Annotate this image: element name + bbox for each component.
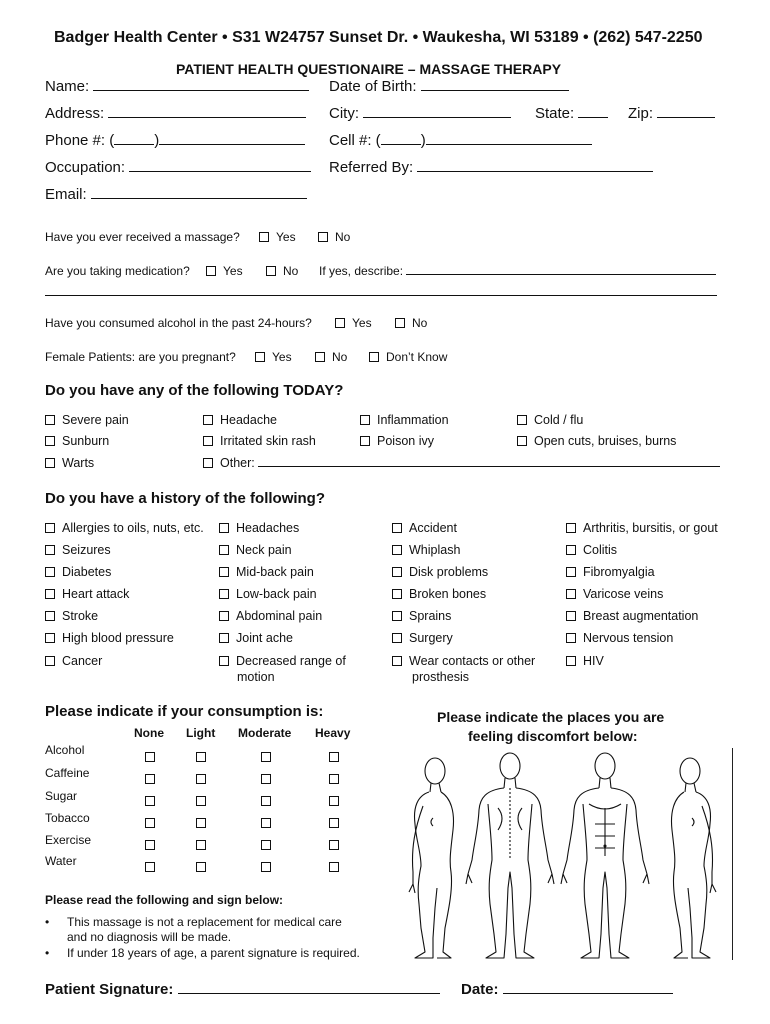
bullet-dot: • [45,946,50,960]
date-label: Date: [461,981,499,998]
consumption-checkbox[interactable] [145,840,155,850]
history-item[interactable] [45,631,174,645]
checkbox[interactable] [45,656,55,666]
describe-line [406,264,716,275]
option-label: Don’t Know [386,350,448,364]
checkbox[interactable] [219,656,229,666]
consumption-checkbox[interactable] [145,818,155,828]
history-item-label: Neck pain [236,543,292,557]
checkbox[interactable] [318,232,328,242]
checkbox[interactable] [335,318,345,328]
checkbox[interactable] [392,633,402,643]
today-item-label: Headache [220,413,277,427]
dob-line [421,77,569,91]
city-line [363,104,511,118]
row-alcohol: Alcohol [45,743,85,757]
history-item-label: Broken bones [409,587,487,601]
option-label: No [283,264,299,278]
checkbox[interactable] [566,656,576,666]
clinic-header: Badger Health Center • S31 W24757 Sunset Dr. • Waukesha, WI 53189 • (262) 547-2250 [54,29,703,46]
consumption-checkbox[interactable] [261,774,271,784]
history-item-label: Headaches [236,521,300,535]
consumption-checkbox[interactable] [261,752,271,762]
consumption-checkbox[interactable] [196,796,206,806]
medication-question [45,264,190,278]
col-heavy: Heavy [315,726,351,740]
alcohol-yes-option[interactable] [335,316,372,330]
option-label: Yes [276,230,296,244]
today-item[interactable] [360,434,434,448]
state-line [578,104,608,118]
bullet-1 [45,915,342,929]
today-item[interactable] [203,413,277,427]
history-item-label: Low-back pain [236,587,317,601]
option-label: Yes [223,264,243,278]
history-item[interactable] [566,543,617,557]
pregnant-question-text: Female Patients: are you pregnant? [45,350,236,364]
today-item[interactable] [517,434,676,448]
pregnant-yes-option[interactable] [255,350,292,364]
name-label: Name: [45,78,90,95]
zip-field[interactable] [628,104,715,122]
email-field[interactable] [45,185,307,203]
today-item-label: Inflammation [377,413,449,427]
history-item-label: Nervous tension [583,631,674,645]
checkbox[interactable] [392,656,402,666]
cell-line [426,131,592,145]
checkbox[interactable] [266,266,276,276]
checkbox[interactable] [45,545,55,555]
bullet-dot: • [45,915,50,929]
row-water: Water [45,854,77,868]
history-item[interactable] [219,565,314,579]
today-item[interactable] [203,434,316,448]
history-item-label: Sprains [409,609,452,623]
consumption-heading: Please indicate if your consumption is: [45,703,324,720]
checkbox[interactable] [566,545,576,555]
checkbox[interactable] [45,523,55,533]
history-item[interactable] [219,631,293,645]
history-item[interactable] [392,654,535,668]
history-item-label: Accident [409,521,457,535]
checkbox[interactable] [45,458,55,468]
front-view-figure [561,753,649,958]
discomfort-heading-1: Please indicate the places you are [437,709,665,725]
history-item-label: Varicose veins [583,587,664,601]
checkbox[interactable] [360,436,370,446]
today-item-label: Poison ivy [377,434,434,448]
consumption-checkbox[interactable] [145,774,155,784]
today-item-label: Open cuts, bruises, burns [534,434,677,448]
checkbox[interactable] [219,589,229,599]
back-view-figure [466,753,554,958]
bullet-1-text: This massage is not a replacement for medical care [67,915,342,929]
checkbox[interactable] [45,589,55,599]
checkbox[interactable] [392,589,402,599]
massage-question-text: Have you ever received a massage? [45,230,240,244]
checkbox[interactable] [45,415,55,425]
history-item-label: Whiplash [409,543,461,557]
today-heading: Do you have any of the following TODAY? [45,382,344,399]
occupation-field[interactable] [45,158,311,176]
consumption-checkbox[interactable] [329,818,339,828]
history-item[interactable] [392,587,486,601]
consumption-checkbox[interactable] [329,774,339,784]
describe-continuation-line[interactable] [45,295,717,296]
history-item[interactable] [219,587,317,601]
history-item-label: Disk problems [409,565,489,579]
checkbox[interactable] [566,523,576,533]
massage-no-option[interactable] [318,230,350,244]
side-view-figure-right [672,758,717,958]
checkbox[interactable] [566,567,576,577]
history-item-label: High blood pressure [62,631,174,645]
date-line [503,979,673,994]
consumption-checkbox[interactable] [261,862,271,872]
history-item[interactable] [219,521,299,535]
dob-label: Date of Birth: [329,78,417,95]
today-item-label: Warts [62,456,95,470]
history-item-label: Breast augmentation [583,609,699,623]
history-item-label: HIV [583,654,604,668]
history-item[interactable] [45,587,129,601]
name-field[interactable] [45,77,309,95]
consumption-checkbox[interactable] [196,862,206,872]
consumption-checkbox[interactable] [196,752,206,762]
history-item[interactable] [45,543,111,557]
checkbox[interactable] [255,352,265,362]
describe-label: If yes, describe: [319,264,404,278]
phone-area-line [114,131,154,145]
history-item[interactable] [566,609,698,623]
consumption-checkbox[interactable] [261,796,271,806]
alcohol-no-option[interactable] [395,316,427,330]
signature-field[interactable] [45,979,440,998]
history-item[interactable] [45,521,204,535]
checkbox[interactable] [219,567,229,577]
today-item[interactable] [45,434,109,448]
row-exercise: Exercise [45,833,92,847]
form-title: PATIENT HEALTH QUESTIONAIRE – MASSAGE THERAPY [176,61,562,77]
alcohol-question [45,316,312,330]
pregnant-question [45,350,236,364]
state-field[interactable] [535,104,608,122]
history-item-label: Diabetes [62,565,112,579]
checkbox[interactable] [219,545,229,555]
option-label: No [335,230,351,244]
consumption-checkbox[interactable] [196,774,206,784]
history-item[interactable] [219,543,292,557]
consumption-checkbox[interactable] [261,818,271,828]
col-none: None [134,726,164,740]
checkbox[interactable] [517,415,527,425]
checkbox[interactable] [219,523,229,533]
consumption-checkbox[interactable] [329,840,339,850]
today-item-label: Irritated skin rash [220,434,316,448]
consumption-checkbox[interactable] [261,840,271,850]
checkbox[interactable] [517,436,527,446]
alcohol-question-text: Have you consumed alcohol in the past 24-hours? [45,316,312,330]
cell-label: Cell #: ( [329,132,381,149]
today-item[interactable] [45,456,94,470]
checkbox[interactable] [566,611,576,621]
history-item-label: Mid-back pain [236,565,314,579]
row-sugar: Sugar [45,789,78,803]
today-other-item[interactable] [203,456,720,470]
date-field[interactable] [461,979,673,998]
address-label: Address: [45,105,105,122]
col-light: Light [186,726,216,740]
email-line [91,185,307,199]
checkbox[interactable] [45,436,55,446]
pregnant-no-option[interactable] [315,350,347,364]
today-item-label: Cold / flu [534,413,584,427]
history-item-label: Decreased range of [236,654,346,668]
today-item-label: Sunburn [62,434,110,448]
history-item-label: Stroke [62,609,99,623]
option-label: No [412,316,428,330]
history-item[interactable] [392,609,451,623]
occupation-line [129,158,311,172]
history-item-label: Arthritis, bursitis, or gout [583,521,718,535]
checkbox[interactable] [566,589,576,599]
massage-yes-option[interactable] [259,230,296,244]
history-item-label: Allergies to oils, nuts, etc. [62,521,204,535]
checkbox[interactable] [203,415,213,425]
medication-yes-option[interactable] [206,264,243,278]
history-item[interactable] [566,654,604,668]
checkbox[interactable] [206,266,216,276]
option-label: Yes [352,316,372,330]
checkbox[interactable] [45,633,55,643]
col-moderate: Moderate [238,726,292,740]
history-item[interactable] [566,587,663,601]
checkbox[interactable] [392,523,402,533]
checkbox[interactable] [369,352,379,362]
consumption-checkbox[interactable] [145,862,155,872]
history-item[interactable] [45,565,111,579]
phone-line [159,131,305,145]
history-item-label: Surgery [409,631,453,645]
today-item-label: Severe pain [62,413,129,427]
history-item[interactable] [45,654,102,668]
consumption-checkbox[interactable] [145,796,155,806]
checkbox[interactable] [392,611,402,621]
phone-label: Phone #: ( [45,132,115,149]
checkbox[interactable] [203,458,213,468]
medication-question-text: Are you taking medication? [45,264,190,278]
history-item[interactable] [566,565,655,579]
side-view-figure-left [409,758,454,958]
consumption-checkbox[interactable] [145,752,155,762]
history-item[interactable] [392,565,488,579]
history-heading: Do you have a history of the following? [45,490,326,507]
history-item-label: Heart attack [62,587,130,601]
consumption-checkbox[interactable] [329,862,339,872]
consumption-checkbox[interactable] [329,752,339,762]
today-item-label: Other: [220,456,255,470]
history-item[interactable] [566,521,718,535]
address-field[interactable] [45,104,306,122]
address-line [108,104,306,118]
zip-label: Zip: [628,105,654,122]
checkbox[interactable] [395,318,405,328]
today-item[interactable] [517,413,583,427]
history-item-label: Seizures [62,543,111,557]
history-item-label: Joint ache [236,631,293,645]
today-item[interactable] [45,413,129,427]
checkbox[interactable] [219,611,229,621]
dob-field[interactable] [329,77,569,95]
history-item[interactable] [392,543,460,557]
referred-label: Referred By: [329,159,414,176]
row-caffeine: Caffeine [45,766,90,780]
checkbox[interactable] [392,545,402,555]
consumption-checkbox[interactable] [196,840,206,850]
history-item-label: Wear contacts or other [409,654,536,668]
history-item[interactable] [392,521,457,535]
body-outline-svg [390,748,732,960]
discomfort-heading-2: feeling discomfort below: [468,728,638,744]
referred-field[interactable] [329,158,653,176]
history-item-label: Fibromyalgia [583,565,655,579]
history-item[interactable] [219,654,346,668]
pregnant-dontknow-option[interactable] [369,350,447,364]
occupation-label: Occupation: [45,159,126,176]
history-item-label-cont: motion [237,670,275,684]
bullet-2-text: If under 18 years of age, a parent signature is required. [67,946,360,960]
other-line [258,456,720,467]
sign-heading: Please read the following and sign below: [45,893,284,907]
option-label: Yes [272,350,292,364]
signature-line [178,979,440,994]
checkbox[interactable] [360,415,370,425]
checkbox[interactable] [259,232,269,242]
history-item-label: Abdominal pain [236,609,323,623]
cell-area-line [381,131,421,145]
state-label: State: [535,105,575,122]
checkbox[interactable] [45,567,55,577]
checkbox[interactable] [392,567,402,577]
city-field[interactable] [329,104,511,122]
history-item[interactable] [566,631,673,645]
row-tobacco: Tobacco [45,811,90,825]
history-item[interactable] [45,609,98,623]
checkbox[interactable] [45,611,55,621]
phone-field[interactable]: Phone #: ( ) [45,131,305,149]
medication-describe-field[interactable] [319,264,716,278]
medication-no-option[interactable] [266,264,298,278]
history-item-label-cont: prosthesis [412,670,469,684]
bullet-1-cont: and no diagnosis will be made. [67,930,232,944]
option-label: No [332,350,348,364]
history-item[interactable] [219,609,322,623]
bullet-2 [45,946,360,960]
checkbox[interactable] [315,352,325,362]
name-line [93,77,309,91]
consumption-checkbox[interactable] [329,796,339,806]
city-label: City: [329,105,359,122]
consumption-checkbox[interactable] [196,818,206,828]
body-diagram[interactable] [390,748,733,960]
checkbox[interactable] [566,633,576,643]
referred-line [417,158,653,172]
signature-label: Patient Signature: [45,981,174,998]
today-item[interactable] [360,413,449,427]
history-item-label: Colitis [583,543,618,557]
history-item[interactable] [392,631,453,645]
zip-line [657,104,715,118]
email-label: Email: [45,186,87,203]
history-item-label: Cancer [62,654,103,668]
massage-question [45,230,240,244]
cell-field[interactable]: Cell #: ( ) [329,131,592,149]
checkbox[interactable] [219,633,229,643]
checkbox[interactable] [203,436,213,446]
